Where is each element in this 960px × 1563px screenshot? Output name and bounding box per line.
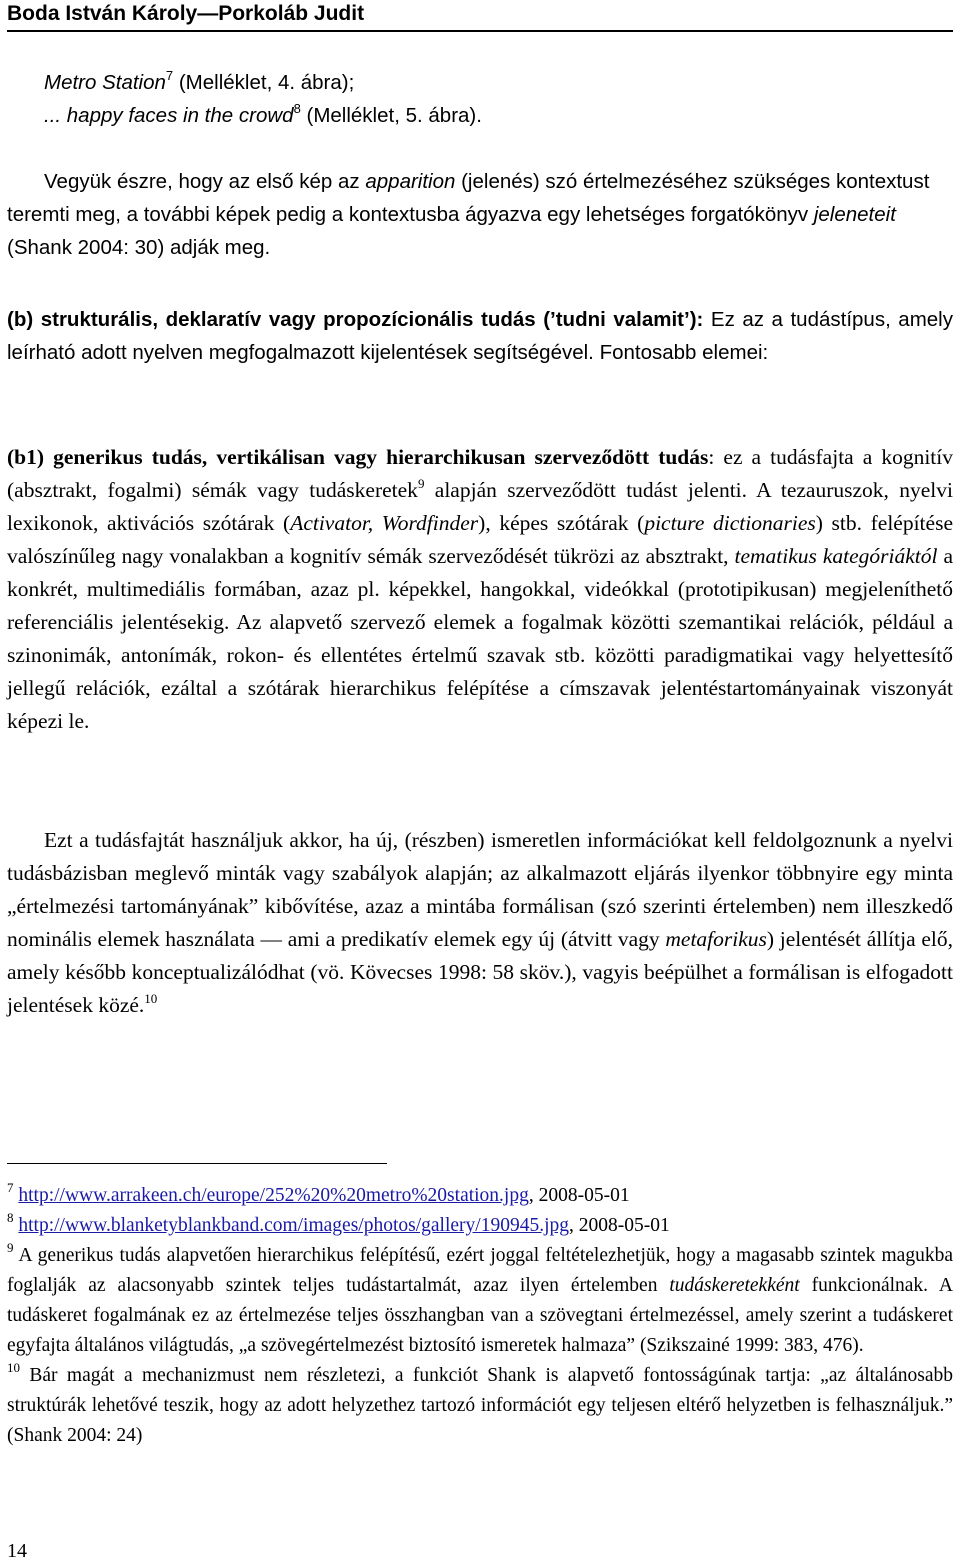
paragraph-apparition [7, 165, 953, 264]
figure-ref-item [44, 99, 953, 132]
figure-title: Metro Station [44, 71, 166, 94]
italic-term: jeleneteit [813, 203, 896, 226]
footnote-marker[interactable]: 7 [165, 68, 174, 83]
section-heading-b: (b) strukturális, deklaratív vagy propozícionális tudás (’tudni valamit’): [7, 308, 704, 331]
footnote-marker[interactable]: 9 [417, 476, 425, 491]
text-run: (jelenés) szó értelmezéséhez szükséges kontextust teremti meg, a további képek pedig a kontextusba ágyazva egy lehetséges forgatókönyv [7, 170, 930, 226]
header-authors: Boda István Károly—Porkoláb Judit [7, 2, 365, 25]
italic-term: metaforikus [665, 927, 767, 951]
paragraph-knowledge-usage [7, 824, 953, 1022]
footnote-link[interactable]: http://www.blanketyblankband.com/images/photos/gallery/190945.jpg [18, 1215, 569, 1236]
footnote-date: , 2008-05-01 [568, 1215, 670, 1236]
footnote-number: 8 [7, 1210, 14, 1225]
footnote-number: 9 [7, 1240, 14, 1255]
page-number: 14 [7, 1540, 27, 1562]
text-run: ) jelentését állítja elő, amely később konceptualizálódhat (vö. Kövecses 1998: 58 sköv.), vagyis beépülhet a formálisan is elfogadott jelentések közé. [7, 927, 953, 1017]
text-run: Vegyük észre, hogy az első kép az [44, 170, 366, 193]
figure-title: ... happy faces in the crowd [44, 104, 294, 127]
text-run: ) stb. felépítése valószínűleg nagy vonalakban a kognitív sémák szerveződését tükrözi az absztrakt, [7, 511, 953, 568]
text-run: : ez a tudásfajta a kognitív (absztrakt, fogalmi) sémák vagy tudáskeretek [7, 445, 954, 502]
italic-term: apparition [365, 170, 456, 193]
footnote-link[interactable]: http://www.arrakeen.ch/europe/252%20%20metro%20station.jpg [18, 1185, 529, 1206]
footnote-number: 10 [7, 1360, 20, 1375]
text-run: a konkrét, multimediális formában, azaz pl. képekkel, hangokkal, videókkal (prototipikusan) megjeleníthető referenciális jelentésekig. Az alapvető szervező elemek a fogalmak közötti szemantikai relációk, például a szinonimák, antonímák, rokon- és ellentétes értelmű szavak stb. közötti paradigmatikai vagy helyettesítő jellegű relációk, ezáltal a szótárak hierarchikus felépítése a címszavak jelentéstartományainak viszonyát képezi le. [7, 544, 953, 733]
footnote-text: funkcionálnak. A tudáskeret fogalmának ez az értelmezése teljes összhangban van a szövegtani értelmezéssel, amely szerint a tudáskeret egyfajta általános világtudás, „a szövegértelmezést biztosító ismeretek halmaza” (Szikszainé 1999: 383, 476). [7, 1275, 953, 1356]
footnote-number: 7 [7, 1180, 14, 1195]
italic-term: picture dictionaries [644, 511, 816, 535]
footnote-text: A generikus tudás alapvetően hierarchikus felépítésű, ezért joggal feltételezhetjük, hogy a magasabb szintek magukba foglalják az alacsonyabb szintek teljes tudástartalmát, azaz ilyen értelemben [7, 1245, 953, 1296]
italic-term: tudáskeretekként [669, 1275, 800, 1296]
italic-term: Activator, Wordfinder [290, 511, 479, 535]
footnote-text: Bár magát a mechanizmust nem részletezi, a funkciót Shank is alapvető fontosságúnak tartja: „az általánosabb struktúrák lehetővé teszik, hogy az adott helyzethez tartozó információt egy teljesen eltérő helyzetben is felhasználjuk.” (Shank 2004: 24) [7, 1365, 953, 1446]
footnote-7 [7, 1181, 953, 1211]
footnote-8 [7, 1211, 953, 1241]
footnote-date: , 2008-05-01 [528, 1185, 630, 1206]
footnote-separator [7, 1163, 387, 1164]
text-run: ), képes szótárak ( [478, 511, 645, 535]
text-run: alapján szerveződött tudást jelenti. A tezauruszok, nyelvi lexikonok, aktivációs szótárak ( [7, 478, 954, 535]
paragraph-generic-knowledge [7, 441, 953, 738]
text-run: (Shank 2004: 30) adják meg. [7, 236, 271, 259]
footnote-9 [7, 1241, 953, 1361]
italic-term: tematikus kategóriáktól [734, 544, 938, 568]
figure-ref-text: (Melléklet, 4. ábra); [173, 71, 355, 94]
figure-ref-text: (Melléklet, 5. ábra). [300, 104, 482, 127]
section-heading-b1: (b1) generikus tudás, vertikálisan vagy hierarchikusan szerveződött tudás [7, 445, 709, 469]
figure-ref-item [44, 66, 953, 99]
text-run: Ezt a tudásfajtát használjuk akkor, ha új, (részben) ismeretlen információkat kell feldolgoznunk a nyelvi tudásbázisban meglevő minták vagy szabályok alapján; az alkalmazott eljárás ilyenkor többnyire egy minta „értelmezési tartományának” kibővítése, azaz a mintába formálisan (szó szerinti értelemben) nem illeszkedő nominális elemek használata — ami a predikatív elemek egy új (átvitt vagy [7, 828, 953, 951]
footnote-10 [7, 1361, 953, 1451]
running-header [7, 0, 953, 32]
footnote-marker[interactable]: 8 [293, 101, 301, 116]
text-run: Ez az a tudástípus, amely leírható adott nyelven megfogalmazott kijelentések segítségével. Fontosabb elemei: [7, 308, 953, 364]
footnotes [7, 1181, 953, 1451]
figure-reference-list [7, 66, 953, 132]
paragraph-structural-knowledge [7, 303, 953, 369]
footnote-marker[interactable]: 10 [144, 991, 158, 1006]
